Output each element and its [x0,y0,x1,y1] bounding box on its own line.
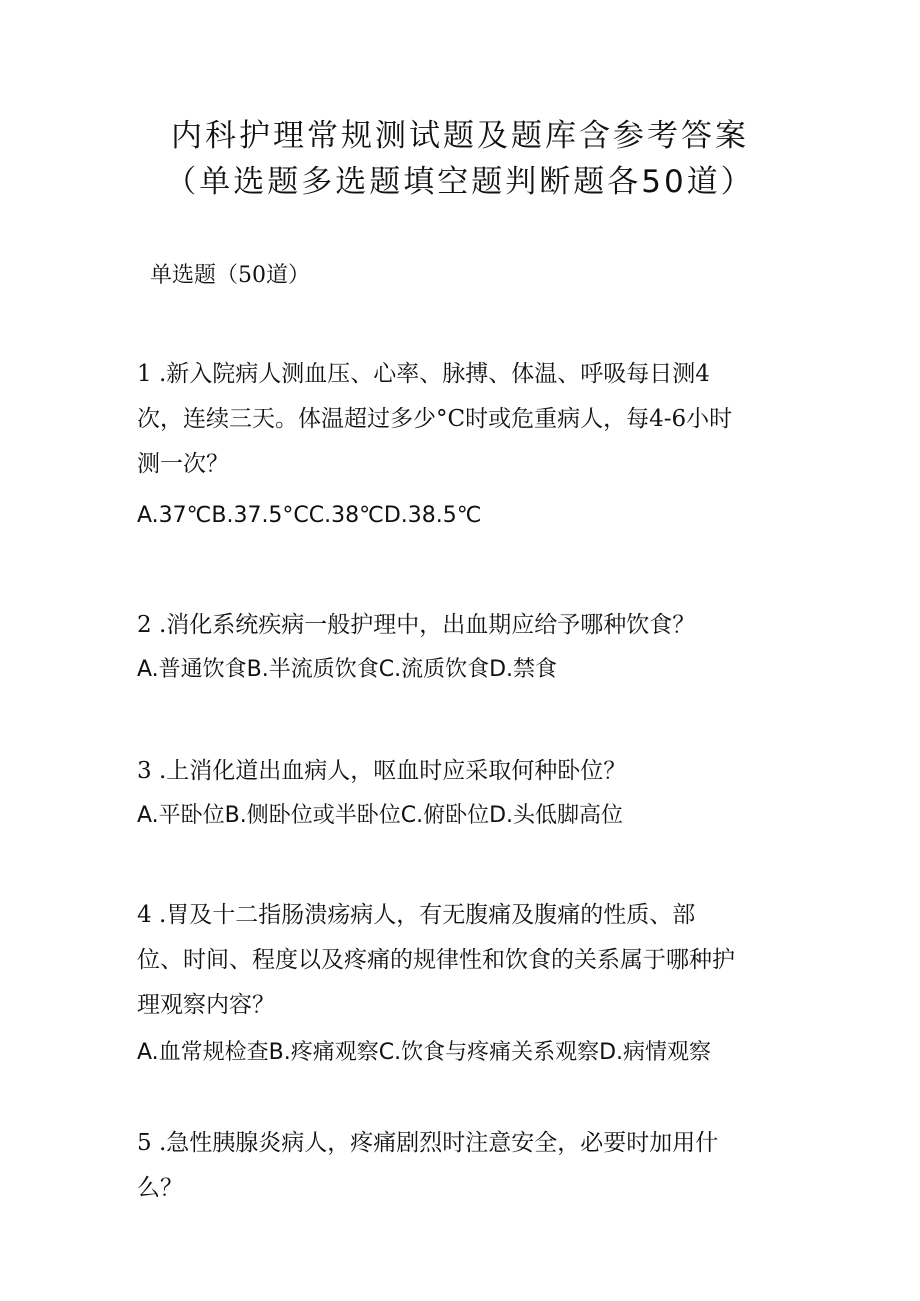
question-line: 2 .消化系统疾病一般护理中，出血期应给予哪种饮食？ [137,612,696,638]
question-1 [137,352,777,531]
question-options: A.普通饮食B.半流质饮食C.流质饮食D.禁食 [137,657,558,682]
question-options: A.37℃B.37.5°CC.38℃D.38.5℃ [137,503,482,528]
question-text [137,352,777,487]
question-text [137,1121,777,1211]
question-3 [137,749,777,831]
question-2 [137,603,777,685]
question-line: 1 .新入院病人测血压、心率、脉搏、体温、呼吸每日测4 [137,361,710,387]
question-options: A.血常规检查B.疼痛观察C.饮食与疼痛关系观察D.病情观察 [137,1040,712,1065]
question-text [137,893,777,1028]
question-text [137,603,777,648]
question-line: 么？ [137,1175,183,1201]
document-title-line-1: 内科护理常规测试题及题库含参考答案 [171,118,749,154]
question-line: 次，连续三天。体温超过多少°C时或危重病人，每4-6小时 [137,406,733,432]
question-line: 位、时间、程度以及疼痛的规律性和饮食的关系属于哪种护 [137,947,735,973]
question-4 [137,893,777,1068]
question-line: 3 .上消化道出血病人，呕血时应采取何种卧位？ [137,758,627,784]
question-line: 5 .急性胰腺炎病人，疼痛剧烈时注意安全，必要时加用什 [137,1130,719,1156]
question-line: 4 .胃及十二指肠溃疡病人，有无腹痛及腹痛的性质、部 [137,902,696,928]
question-line: 测一次？ [137,451,229,477]
section-heading: 单选题（50道） [150,263,310,288]
question-text [137,749,777,794]
question-5 [137,1121,777,1211]
question-line: 理观察内容？ [137,992,275,1018]
question-options: A.平卧位B.侧卧位或半卧位C.俯卧位D.头低脚高位 [137,803,624,828]
document-title-line-2: （单选题多选题填空题判断题各50道） [165,164,755,200]
